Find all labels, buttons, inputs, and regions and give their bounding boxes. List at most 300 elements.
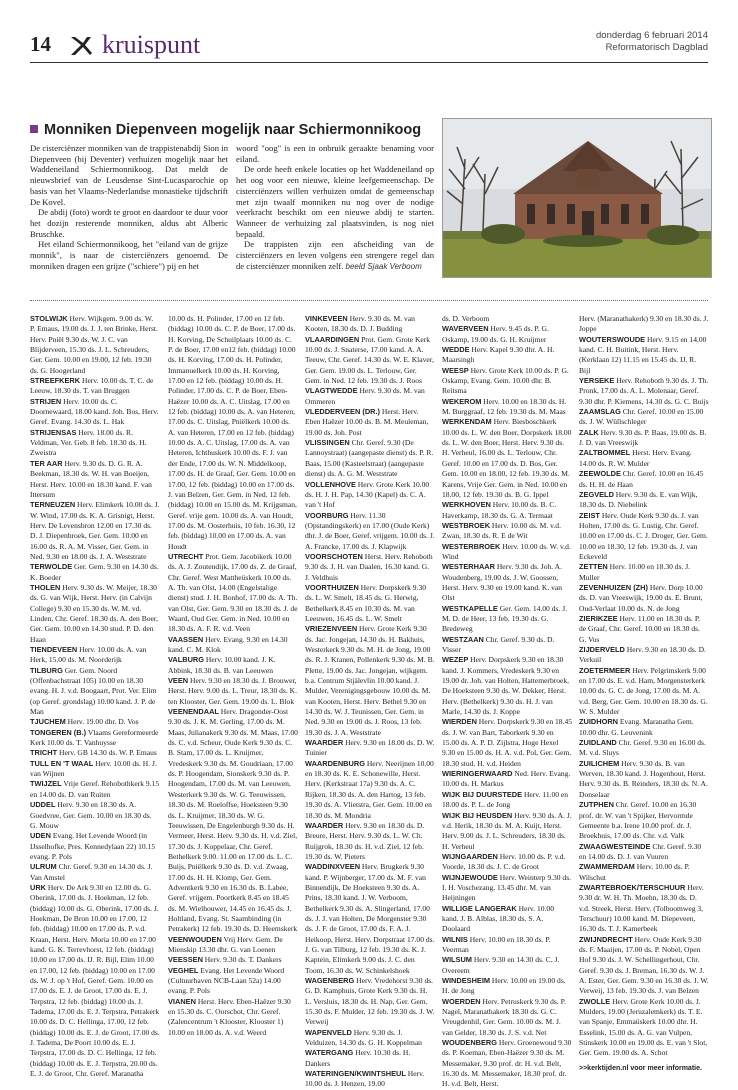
place-name: WAARDER [305, 820, 344, 830]
cross-logo-icon [68, 32, 94, 58]
place-name: WEDDE [442, 345, 470, 355]
church-entry [30, 717, 160, 727]
church-entry [442, 769, 572, 790]
abbey-photo [442, 118, 712, 278]
service-times: Herv. Grote Kerk 9.30 ds. Jac. Jongejan, 14.30 ds. H. Bakhuis, Westerkerk 9.30 ds. M. H. de Jong, 19.00 ds. R. J. Kranen, Pollenkerk 9.30 ds. M. B. Plette, 19.00 ds. Jac. Jongejan, wijkgem. b.a. Centrum Stjälevlin 10.00 kand. J. Mulder, Verenigingsgebouw 10.00 ds. M. van Kooten, Herst. Herv. Bethel 9.30 en 14.30 ds. W. J. Teunissen, Ger. Gem. in Ned. 9.30 en 19.00 ds. J. Roos, 13 feb. 19.30 ds. J. A. Weststrate [305, 624, 435, 737]
service-times: Herv. 10.00 ds. J. Henzen, 19.00 [305, 1069, 425, 1089]
service-times: Prot. Gem. Jacobikerk 10.00 ds. A. J. Zoutendijk, 17.00 ds. Z. de Graaf, Chr. Geref. West Mattheüskerk 10.00 ds. A. Th. van Olst, 14.00 (Engelstalige dienst) stud. J. H. Bonhof, 17.00 ds. A. Th. van Olst, Ger. Gem. 9.30 en 18.30 ds. J. de Waard, Oud Ger. Gem. in Ned. 10.00 en 18.30 ds. A. F. R. v.d. Veen [168, 551, 298, 634]
service-times: Herv. 9.30 en 14.30 ds. C. J. Overeem [442, 955, 560, 975]
service-times: Herst. Herv. Evang. 14.00 ds. R. W. Mulder [579, 448, 692, 468]
service-times: Herv. 10.00 ds. H. J. van Wijnen [30, 758, 157, 779]
service-times: Herv. 9.30 ds. D. G. R. A. Beekman, 18.30 ds. W. H. van Boeijen, Herst. Herv. 10.00 en 18.30 kand. F. van Ittersum [30, 458, 152, 499]
service-times: Chr. Geref. 9.30 ds. D. Visser [442, 634, 555, 654]
issue-date: donderdag 6 februari 2014 [596, 30, 708, 41]
place-name: URK [30, 882, 47, 892]
service-times: Ger. Gem. 9.30 en 14.30 ds. K. Boeder [30, 562, 159, 582]
place-name: WESTERBROEK [442, 541, 501, 551]
church-entry [168, 655, 298, 676]
place-name: VEGHEL [168, 965, 199, 975]
place-name: UTRECHT [168, 551, 204, 561]
church-entry [579, 407, 709, 428]
service-times: Herv. 10.00 ds. C. Doornewaard, 18.00 kand. Joh. Bos, Herv. Geref. Evang. 14.30 ds. L. Hak [30, 396, 159, 427]
place-name: WOERDEN [442, 996, 481, 1006]
church-entry [442, 521, 572, 542]
place-name: TWIJZEL [30, 779, 62, 789]
church-entry [579, 759, 709, 800]
church-entry [442, 562, 572, 603]
section-title: kruispunt [102, 30, 201, 59]
service-times: Herv. Groenewoud 9.30 ds. P. Koeman, Eben-Haëzer 9.30 ds. M. Messemaker, 9.30 prof. dr. H. v.d. Belt, 16.30 ds. M. Messemaker, 18.30 prof. dr. H. v.d. Belt, Herst. [442, 1038, 572, 1089]
service-times: Herv. Vredehorst 9.30 ds. G. D. Kamphuis, Grote Kerk 9.30 ds. H. L. Versluis, 18.30 ds. H. Nap, Ger. Gem. 15.30 ds. F. Mulder, 12 feb. 19.30 ds. J. W. Verweij [305, 976, 435, 1027]
church-entry [579, 335, 709, 376]
church-entry [442, 397, 572, 418]
service-times: Herv. 10.00 ds. B. C. Haverkamp, 18.30 ds. G. A. Termaat [442, 500, 557, 520]
place-name: WATERGANG [305, 1048, 354, 1058]
place-name: VAASSEN [168, 634, 204, 644]
church-entry [305, 386, 435, 407]
service-times: Herv. 10.00 en 18.30 ds. J. Muller [579, 562, 691, 582]
place-name: WOUTERSWOUDE [579, 334, 646, 344]
place-name: ZWAAGWESTEINDE [579, 841, 651, 851]
service-times: Herv. 10.00 ds. A. van Herk, 15.00 ds. M. Noorderijk [30, 645, 147, 665]
place-name: WESTBROEK [442, 520, 491, 530]
place-name: STOLWIJK [30, 314, 68, 323]
service-times: Evang. Het Levende Woord (Cultuurhaven NCB-Laan 52a) 14.00 evang. P. Pols [168, 965, 285, 996]
service-times: Herv. Kapel 9.30 dhr. A. H. Maarsingh [442, 345, 555, 365]
church-entry [579, 738, 709, 759]
place-name: VEESSEN [168, 955, 203, 965]
place-name: TJUCHEM [30, 717, 66, 727]
church-entry [305, 511, 435, 552]
church-entry [579, 883, 709, 935]
service-times: Chr. Geref. 9.30 (De Lannoystraat) (aangepaste dienst) ds. P. R. Baas, 15.00 (Kasteelstraat) (aangepaste dienst) ds. A. G. M. Weststrate [305, 438, 434, 479]
place-name: VEENWOUDEN [168, 934, 222, 944]
place-name: STRIJEN [30, 396, 62, 406]
service-times: Herv. 9.30 ds. B. van Werven, 18.30 kand. J. Hogenhout, Herst. Herv. 9.30 ds. B. Reinders, 18.30 ds. N. A. Donselaar [579, 758, 708, 799]
place-name: ZIERIKZEE [579, 613, 618, 623]
place-name: ZWIJNDRECHT [579, 934, 633, 944]
church-entry [579, 666, 709, 718]
service-times: Herv. 10.00 kand. J. B. Alblas, 18.30 ds. S. A. Doolaard [442, 903, 554, 934]
newspaper-name: Reformatorisch Dagblad [605, 42, 708, 53]
article-paragraph: De cisterciënzer monniken van de trappistenabdij Sion in Diepenveen (bij Deventer) verhuizen mogelijk naar het Waddeneiland Schiermonnikoog. Dat meldt de nieuwsbrief van de Leusdense Sint-Lucasparochie op basis van het Vlaams-Nederlandse monastieke tijdschrift De Kovel. [30, 143, 228, 207]
church-entry [168, 955, 298, 965]
service-times: Herv. 9.30 ds. E. van Wijk, 18.30 ds. D. Niebelink [579, 489, 698, 510]
church-entry [442, 314, 572, 324]
church-entry [579, 448, 709, 469]
church-entry [579, 469, 709, 490]
church-entry [168, 707, 298, 935]
service-times: Herv. Oude Kerk 9.30 ds. F. Maaijen, 17.00 ds. P. Nobel, Open Hof 9.30 ds. J. W. Schellingerhout, Chr. Geref. 9.30 ds. J. Breman, 16.30 ds. W. J. A. Ester, Ger. Gem. 9.30 en 16.30 ds. J. W. Verweij, 13 feb. 19.30 ds. J. van Belzen [579, 934, 709, 996]
place-name: ZIJDERVELD [579, 645, 625, 654]
article-paragraph: De orde heeft enkele locaties op het Waddeneiland op het oog voor een nieuwe, kleine leefgemeenschap. De cisterciënzers willen verhuizen omdat de gemeenschap met zijn twaalf monniken nu nog over de nodige veerkracht beschikt om een nieuwe abdij te starten. Wanneer de verhuizing zal plaatsvinden, is nog niet bepaald. [236, 164, 434, 239]
place-name: ZAAMSLAG [579, 407, 621, 417]
service-times: Herv. Dorp 10.00 ds. D. van Vreeswijk, 19.00 ds. E. Brunt, Oud-Verlaat 10.00 ds. N. de Jong [579, 582, 703, 613]
service-times: Herv. Wijkgem. 9.00 ds. W. P. Emaus, 19.00 ds. J. J. ten Brinke, Herst. Herv. Pniël 9.30 ds. W. J. C. van Blijderveen, 15.30 ds. J. L. Schreuders, Ger. Gem. 10.00 en 19.00, 12 feb. 19.30 ds. G. Hoogerland [30, 314, 158, 375]
church-entry [579, 800, 709, 841]
service-times: Herv. 11.30 (Opstandingskerk) en 17.00 (Oude Kerk) dhr. J. de Boer, Geref. vrijgem. 10.00 ds. J. A. Francke, 17.00 ds. J. Klapwijk [305, 510, 435, 551]
church-entry [579, 997, 709, 1059]
church-entry [442, 852, 572, 873]
place-name: WILSUM [442, 955, 472, 965]
church-times-column-3 [305, 314, 435, 1090]
service-times: Herv. Weinterp 9.30 ds. I. H. Voschezang, 13.45 dhr. M. van Heijningen [442, 872, 572, 903]
service-times: Herv. 9.30 ds. T. Dankers [202, 955, 282, 965]
service-times: Herv. Grote Kerk 10.00 ds. P. G. Oskamp, Evang. Gem. 10.00 dhr. B. Reitsma [442, 365, 569, 396]
church-entry [168, 314, 298, 552]
church-entry [442, 955, 572, 976]
service-times: Herv. 11.00 en 18.00 ds. P. L. de Jong [442, 789, 569, 810]
place-name: UDDEL [30, 800, 56, 810]
church-entry [305, 438, 435, 479]
church-entry [30, 728, 160, 749]
service-times: Evang. Maranatha Gem. 10.00 dhr. G. Leuvenink [579, 717, 694, 737]
church-entry [442, 366, 572, 397]
church-times-column-2 [168, 314, 298, 1038]
service-times: Chr. Geref. 10.00 en 16.30 prof. dr. W. van 't Spijker, Hervormde Gemeente b.a. Irene 10.00 prof. dr. J. Broekhuis, 17.00 ds. Chr. v.d. Valk [579, 800, 697, 841]
church-entry [305, 624, 435, 738]
church-entry [305, 976, 435, 1028]
place-name: VLEDDERVEEN (DR.) [305, 407, 381, 417]
place-name: ZUIDHORN [579, 717, 619, 727]
service-times: Herst. Herv. Eben Haëzer 10.00 ds. B. M. Meuleman, 19.00 ds. Joh. Post [305, 407, 429, 437]
church-entry [442, 790, 572, 811]
church-entry [442, 811, 572, 852]
place-name: ULRUM [30, 862, 57, 872]
service-times: Ned. Herv. Evang. 10.00 ds. H. Markus [442, 769, 571, 789]
article-paragraph-text: De trappisten zijn een afscheiding van de cisterciënzers en leven volgens een strengere regel dan de cisterciënzer monniken zelf. [236, 239, 434, 271]
place-name: THOLEN [30, 582, 61, 592]
service-times: Herv. Rehoboth 9.30 ds. J. Th. Pronk, 17.00 ds. A. L. Molenaar, Geref. 9.30 dhr. P. Kiemens, 14.30 ds. G. C. Buijs [579, 376, 709, 406]
church-entry [30, 645, 160, 666]
church-entry [579, 428, 709, 449]
service-times: Herv. (Maranathakerk) 9.30 en 18.30 ds. J. Joppe [579, 314, 709, 334]
service-times: Herv. 11.00 en 18.30 ds. P. de Graaf, Chr. Geref. 10.00 en 18.30 ds. G. Vos [579, 613, 701, 644]
church-entry [442, 1038, 572, 1090]
place-name: ZOETERMEER [579, 665, 631, 675]
service-times: ds. D. Verboom [442, 314, 490, 323]
church-entry [305, 314, 435, 335]
church-entry [442, 345, 572, 366]
place-name: VOORTHUIZEN [305, 582, 359, 592]
service-times: Vlaams Gereformeerde Kerk 10.00 ds. T. Vanhuysse [30, 727, 159, 748]
place-name: ZEIST [579, 510, 600, 520]
place-name: ZEVENHUIZEN (ZH) [579, 582, 648, 592]
place-name: WATERINGEN/KWINTSHEUL [305, 1069, 406, 1079]
service-times: Herv. 9.30 ds. A. J. v.d. Herik, 18.30 ds. M. A. Kuijt, Herst. Herv. 9.00 ds. J. L. Schreuders, 18.30 ds. H. Verheul [442, 810, 572, 851]
church-entry [30, 583, 160, 645]
place-name: VALBURG [168, 655, 204, 665]
place-name: TULL EN 'T WAAL [30, 758, 94, 768]
place-name: WAARDER [305, 738, 344, 748]
church-entry [442, 655, 572, 717]
church-entry [579, 862, 709, 883]
article-paragraph [236, 239, 434, 271]
place-name: STREEFKERK [30, 376, 81, 386]
service-times: Chr. Geref. 9.30 en 14.30 ds. J. Van Amstel [30, 862, 153, 882]
service-times: Herv. 9.30 en 18.30 ds. D. Breure, Herst. Herv. 9.30 ds. L. W. Ch. Ruijgrok, 18.30 ds. H. v.d. Ziel, 12 feb. 19.30 ds. W. Pieters [305, 820, 425, 861]
service-times: Herv. 9.30 ds. Joh. A. Woudenberg, 19.00 ds. J. W. Goossen, Herst. Herv. 9.30 en 19.00 kand. K. van Olst [442, 562, 563, 603]
place-name: WEESP [442, 365, 469, 375]
place-name: WEZEP [442, 655, 469, 665]
page-header [30, 30, 708, 64]
photo-credit: beeld Sjaak Verboom [345, 261, 422, 271]
service-times: Ger. Gem. Noord (Offenbachstraat 105) 10.00 en 18.30 evang. H. J. v.d. Boogaart, Prot. Ver. Elim (op Geref. grondslag) 10.00 kand. J. P. de Man [30, 665, 157, 717]
church-entry [30, 314, 160, 376]
church-entry [168, 935, 298, 956]
church-entry [579, 935, 709, 997]
article-headline [30, 122, 430, 138]
place-name: WIJNJEWOUDE [442, 872, 498, 882]
church-entry [579, 614, 709, 645]
service-times: Herv. 10.30 ds. H. Dankers [305, 1048, 411, 1068]
church-entry [30, 883, 160, 1080]
place-name: ZUTPHEN [579, 800, 614, 810]
service-times: Herv. Grote Kerk 10.00 ds. J. Mulders, 19.00 (Jeruzalemkerk) ds. T. E. van Spanje, Emmaüskerk 10.00 dhr. H. Esselink, 15.00 ds. A. G. van Vulpen, Stinskerk 10.00 en 19.00 ds. E. van 't Slot, Ger. Gem. 19.00 ds. A. Schot [579, 996, 708, 1058]
service-times: Herv. Grote Kerk 10.00 ds. H. J. H. Pap, 14.30 (Kapel) ds. C. A. van 't Hof [305, 479, 430, 510]
place-name: UDEN [30, 831, 51, 841]
service-times: Herv. Elimkerk 10.00 ds. J. W. Wind, 17.00 ds. K. A. Grisnigt, Herst. Herv. De Levensbron 12.00 en 17.30 ds. D. J. Diepenbroek, Ger. Gem. 10.00 en 16.00 ds. R. A. M. Visser, Ger. Gem. in Ned. 9.30 en 18.00 ds. J. A. Weststrate [30, 500, 160, 561]
church-entry [579, 717, 709, 738]
place-name: VLAARDINGEN [305, 334, 360, 344]
place-name: WOUDENBERG [442, 1038, 498, 1048]
church-entry [442, 542, 572, 563]
church-times-column-4 [442, 314, 572, 1090]
place-name: TERNEUZEN [30, 500, 76, 510]
place-name: VEENENDAAL [168, 707, 219, 717]
church-entry [30, 748, 160, 758]
place-name: YERSEKE [579, 376, 615, 386]
header-rule [30, 62, 708, 63]
church-entry [442, 500, 572, 521]
service-times: Herv. 18.00 ds. R. Veldman, Ver. Geb. 8 feb. 18.30 ds. H. Zweistra [30, 427, 147, 458]
service-times: Herv. 9.30 ds. M. van Ommeren [305, 386, 425, 406]
place-name: ZEEWOLDE [579, 469, 621, 479]
church-entry [30, 800, 160, 831]
dateline [596, 30, 708, 54]
service-times: Herv. 9.45 ds. P. G. Oskamp, 19.00 ds. G. H. Kruijmer [442, 324, 549, 344]
church-entry [30, 428, 160, 459]
service-times: Chr. Geref. 10.00 en 16.45 ds. H. H. de Haan [579, 469, 704, 489]
place-name: TERWOLDE [30, 562, 73, 572]
service-times: Herv. 9.30 en 18.00 ds. D. W. Tuinier [305, 738, 435, 758]
service-times: Herv. 10.00 ds. T. C. de Leeuw, 18.30 ds. T. van Bruggen [30, 376, 154, 396]
service-times: Herv. 9.30 en 18.30 ds. A. Goedvree, Ger. Gem. 10.00 en 18.30 ds. G. Mouw [30, 800, 152, 830]
church-entry [30, 759, 160, 780]
service-times: Evang. Het Levende Woord (in IJsselhofke, Pres. Kennedylaan 22) 10.15 evang. P. Pols [30, 831, 156, 861]
church-entry [305, 335, 435, 387]
church-entry [579, 562, 709, 583]
church-entry [305, 1069, 435, 1090]
service-times: Herv. 9.30 ds. P. Baas, 19.00 ds. B. J. D. van Vreeswijk [579, 427, 707, 448]
service-times: Herv. Dorpskerk 9.30 en 18.45 ds. J. W. van Bart, Taborkerk 9.30 en 15.00 ds. A. P. D. Zijlstra, Hoge Hexel 9.30 en 15.00 ds. H. A. v.d. Pol, Ger. Gem. 18.30 stud. H. v.d. Heiden [442, 717, 572, 768]
page-number: 14 [30, 32, 51, 56]
place-name: WINDESHEIM [442, 976, 491, 985]
service-times: Herv. Brugkerk 9.30 kand. P. Wijnberger, 17.00 ds. M. F. van Binnendijk, De Hoeksteen 9.30 ds. A. Prins, 18.30 kand. J. W. Verboom, Bethelkerk 9.30 ds. A. Slingerland, 17.00 ds. J. J. van Holten, De Morgenster 9.30 ds. J. F. de Groot, 17.00 ds. F. A. J. Heikoop, Herst. Herv. Dorpstraat 17.00 ds. J. G. van Tilburg, 12 feb. 19.30 ds. K. J. Kaptein, Elimkerk 9.00 ds. J. C. den Toom, 16.30 ds. W. Schinkelshoek [305, 862, 435, 975]
service-times: Herv. Oude Kerk 9.30 ds. J. van Holten, 17.00 ds. G. Lustig, Chr. Geref. 10.00 en 17.00 ds. C. J. Droger, Ger. Gem. 10.00 en 18.30, 12 feb. 19.30 ds. J. van Eckeveld [579, 510, 708, 561]
church-entry [305, 552, 435, 583]
service-times: Herv. 9.30 dr. W. H. Th. Moehn, 18.30 ds. D. v.d. Streek, Herst. Herv. (Tolboomweg 3, Terschuur) 10.00 kand. M. Diepeveen, 16.30 ds. T. J. Kamerbeek [579, 882, 704, 934]
place-name: TIENDEVEEN [30, 645, 78, 654]
church-entry [442, 324, 572, 345]
service-times: Herv. Dorpskerk 9.30 ds. L. W. Smelt, 18.45 ds. G. Herwig, Bethelkerk 8.45 en 10.30 ds. M. van Leeuwen, 16.45 ds. L. W. Smelt [305, 582, 427, 623]
service-times: Vrije Geref. Rehobothkerk 9.15 en 14.00 ds. D. van Ruiten [30, 779, 160, 799]
service-times: Herv. Neerijnen 10.00 en 18.30 ds. K. E. Schonewille, Herst. Herv. (Kerkstraat 17a) 9.30 ds. A. C. Rijken, 18.30 ds. A. den Hartog, 13 feb. 19.30 ds. A. Vlietstra, Ger. Gem. 10.00 en 18.30 ds. M. Mondria [305, 758, 434, 820]
church-entry [579, 842, 709, 863]
church-entry [168, 676, 298, 707]
place-name: VOLLENHOVE [305, 479, 356, 489]
church-entry [579, 583, 709, 614]
service-times: Herv. 10.00 ds. M. v.d. Zwan, 18.30 ds. R. E de Wit [442, 520, 561, 541]
service-times: Herv. 10.00 ds. W. v.d. Wind [442, 541, 571, 561]
church-entry [168, 552, 298, 635]
article-column-1 [30, 143, 228, 271]
church-entry [442, 604, 572, 635]
church-entry [305, 407, 435, 438]
church-entry [442, 935, 572, 956]
place-name: WAVERVEEN [442, 324, 489, 334]
place-name: VOORSCHOTEN [305, 551, 363, 561]
place-name: WIJNGAARDEN [442, 851, 498, 861]
church-entry [579, 511, 709, 563]
place-name: ZUIDLAND [579, 738, 617, 748]
service-times: Prot. Gem. Grote Kerk 10.00 ds. J. Snaterse, 17.00 kand. A. A. Teeuw, Chr. Geref. 14.30 ds. W. E. Klaver, Ger. Gem. 19.00 ds. L. Terlouw, Ger. Gem. in Ned. 12 feb. 19.30 ds. J. Roos [305, 334, 434, 386]
place-name: ZWAMMERDAM [579, 862, 635, 872]
place-name: VLISSINGEN [305, 438, 350, 448]
place-name: WILLIGE LANGERAK [442, 903, 517, 913]
church-entry [579, 645, 709, 666]
service-times: Herv. 10.00 en 19.00 ds. H. de Jong [442, 976, 566, 996]
service-times: Chr. Geref. 10.00 en 15.00 ds. J. W. Wüllschleger [579, 407, 704, 427]
section-divider [30, 300, 708, 301]
service-times: Herv. 19.00 dhr. D. Vos [65, 717, 139, 727]
article-paragraph: woord "oog" is een in onbruik geraakte benaming voor eiland. [236, 143, 434, 164]
church-entry [442, 976, 572, 997]
church-entry [305, 583, 435, 624]
place-name: TRICHT [30, 748, 58, 758]
place-name: WERKENDAM [442, 417, 492, 427]
service-times: Herv. 9.30 en 18.30 ds. J. Brouwer, Herst. Herv. 9.00 ds. L. Treur, 18.30 ds. K. ten Klooster, Ger. Gem. 19.00 ds. L. Blok [168, 676, 297, 706]
bullet-square-icon [30, 125, 38, 133]
service-times: Ger. Gem. 14.00 ds. J. M. D. de Heer, 13 feb. 19.30 ds. G. Bredeweg [442, 603, 568, 634]
place-name: WIJK BIJ DUURSTEDE [442, 789, 523, 799]
church-entry [305, 821, 435, 862]
place-name: WADDINXVEEN [305, 862, 361, 872]
service-times: Herv. 9.15 en 14.00 kand. C. H. Buitink, Herst. Herv. (Kerklaan 12) 11.15 en 15.45 ds. IJ. R. Bijl [579, 334, 707, 375]
church-entry [30, 500, 160, 562]
place-name: WESTKAPELLE [442, 603, 498, 613]
church-entry [305, 862, 435, 976]
church-entry [30, 397, 160, 428]
place-name: VRIEZENVEEN [305, 624, 358, 634]
service-times: Herst. Herv. Eben-Haëzer 9.30 en 15.30 ds. C. Oorschot, Chr. Geref. (Zalencentrum 't Klooster, Klooster 1) 10.00 en 18.00 ds. A. v.d. Weerd [168, 996, 291, 1037]
place-name: VEEN [168, 676, 189, 686]
service-times: Vrij Herv. Gem. De Mienskip 13.30 dhr. G. van Loenen [168, 934, 283, 954]
church-entry [305, 1048, 435, 1069]
place-name: TONGEREN (B.) [30, 727, 87, 737]
service-times: Chr. Geref. 9.30 en 16.00 ds. M. v.d. Sluys [579, 738, 706, 758]
service-times: Herv. 9.30 ds. J. Velduizen, 14.30 ds. G. H. Koppelman [305, 1027, 422, 1048]
service-times: 10.00 ds. H. Polinder, 17.00 en 12 feb. (biddag) 10.00 ds. C. P. de Boer, 17.00 ds. H. Korving, De Schuilplaats 10.00 ds. C. P. de Boer, 17.00 en12 feb. (biddag) 10.00 ds. H. Korving, 17.00 ds. H. Polinder, Immanuelkerk 10.00 ds. H. Korving, 17.00 en 12 feb. (biddag) 10.00 ds. H. Polinder, 17.00 ds. C. P. de Boer, Eben-Haëzer 10.00 ds. A. C. Uitslag, 17.00 en 12 feb. (biddag) 10.00 ds. A. van Heteren, 17.00 ds. C. Uitslag, Pniëlkerk 10.00 ds. A. van Heteren, 17.00 en 12 feb. (biddag) 10.00 ds. A. C. Uitslag, 17.00 ds. A. van Heteren, Ichthuskerk 10.00 ds. F. J. van der Ende, 17.00 ds. W. N. Middelkoop, 17.00 ds. H. de Graaf, Ger. Gem. 10.00 en 17.00, 12 feb. (biddag) 10.00 en 17.00 ds. J. van Belzen, Ger. Gem. in Ned. 12 feb. (biddag) 10.00 en 15.00 ds. M. Krijgsman, Geref. vrije gem. 10.00 ds. A. van Houdt, 17.00 ds. M. Oosterhuis, 10 feb. 16.30, 12 feb. (biddag) 10.00 en 17.00 ds. A. van Houdt [168, 314, 297, 551]
service-times: Herv. 10.00 kand. J. K. Abbink, 18.30 ds. B. van Leeuwen [168, 655, 276, 675]
place-name: WIERINGERWAARD [442, 769, 513, 779]
place-name: WIJK BIJ HEUSDEN [442, 810, 513, 820]
church-entry [30, 562, 160, 583]
article-column-2 [236, 143, 434, 271]
church-times-column-1 [30, 314, 160, 1079]
service-times: Herv. Dragonder-Oost 9.30 ds. J. K. M. Gerling, 17.00 ds. M. Maas, Julianakerk 9.30 ds. M. Maas, 17.00 ds. C. v.d. Scheur, Oude Kerk 9.30 ds. C. B. Stam, 17.00 ds. L. Kruijmer, Vredeskerk 9.30 ds. M. Goudriaan, 17.00 ds. P. Hoogendam, Sionskerk 9.30 ds. P. Hoogendam, 17.00 ds. M. van Leeuwen, Westerkerk 9.30 ds. W. G. Teeuwissen, 18.30 ds. M. Roeloffse, Hoeksteen 9.30 ds. L. Kruijmer, 18.30 ds. W. G. Teeuwissen, De Engelenburgh 9.30 ds. H. Vermeer, Herst. Herv. 9.30 ds. H. v.d. Ziel, 17.30 ds. J. Koppelaar, Chr. Geref. Bethelkerk 9.00. 11.00 en 17.00 ds. L. C. Buijs, Pniëlkerk 9.30 ds. D. v.d. Zwaag, 17.00 ds. H. H. Klomp, Ger. Gem. Adventkerk 9.30 en 16.30 ds. B. Labee, Geref. vrijgem. Poortkerk 8.45 en 18.45 ds. M. Wielhouwer, 14.45 en 16.45 ds. J. Holtland, Evang. St. Saambinding (in Petrakerk) 12 feb. 19.30 ds. D. Heemskerk [168, 707, 298, 934]
service-times: Chr. Geref. 9.30 en 14.00 ds. D. J. van Vuuren [579, 841, 702, 861]
headline-text: Monniken Diepenveen mogelijk naar Schiermonnikoog [44, 122, 422, 138]
service-times: Herv. Petruskerk 9.30 ds. P. Nagel, Maranathakerk 18.30 ds. G. C. Vreugdenhil, Ger. Gem. 10.00 ds. M. J. van Gelder, 18.30 ds. J. S. v.d. Net [442, 996, 566, 1037]
place-name: WIERDEN [442, 717, 477, 727]
service-times: Herv. 10.00 ds. P. v.d. Voorde, 18.30 ds. J. C. de Groot [442, 851, 566, 872]
place-name: WESTERHAAR [442, 562, 495, 572]
service-times: Herv. 10.00 ds. P. Wilschut [579, 862, 690, 882]
service-times: Herv. 10.00 en 18.30 ds. H. M. Burggraaf, 12 feb. 19.30 ds. M. Maas [442, 396, 567, 417]
church-entry [579, 376, 709, 407]
church-entry [305, 759, 435, 821]
church-entry [305, 1028, 435, 1049]
service-times: Herv. 10.00 en 18.30 ds. P. Veerman [442, 934, 551, 954]
article-paragraph: Het eiland Schiermonnikoog, het "eiland van de grijze monnik", is naar de cisterciënzers genoemd. De monniken dragen een grijze ("schiere") pij en het [30, 239, 228, 271]
service-times: Herv. 9.30 ds. M. van Kooten, 18.30 ds. D. J. Budding [305, 314, 415, 334]
place-name: ZALTBOMMEL [579, 448, 631, 458]
article-paragraph: De abdij (foto) wordt te groot en daardoor te duur voor het dozijn resterende monniken, aldus abt Alberic Bruschke. [30, 207, 228, 239]
church-entry [168, 635, 298, 656]
service-times: Herst. Herv. Rehoboth 9.30 ds. J. H. van Daalen, 16.30 kand. G. J. Veldhuis [305, 551, 433, 582]
place-name: WERKHOVEN [442, 500, 491, 510]
church-entry [442, 635, 572, 656]
place-name: STRIJENSAS [30, 427, 77, 437]
place-name: ZEGVELD [579, 489, 614, 499]
more-info-footer: >>kerktijden.nl voor meer informatie. [579, 1064, 702, 1072]
place-name: ZETTEN [579, 562, 608, 572]
church-entry [442, 997, 572, 1038]
church-entry [442, 873, 572, 904]
church-entry [30, 831, 160, 862]
abbey-illustration [443, 119, 711, 277]
place-name: ZUILICHEM [579, 758, 620, 768]
service-times: Herv. De Ark 9.30 en 12.00 ds. G. Oberink, 17.00 ds. J. Hoekman, 12 feb. (biddag) 10.00 ds. G. Oberink, 17.00 ds. J. Hoekman, De Bron 10.00 en 17.00, 12 feb. (biddag) 10.00 en 17.00 ds. P. v.d. Kraan, Herst. Herv. Moria 10.00 en 17.00 kand. G. K. Terrevhorst, 12 feb. (biddag) 10.00 en 17.00 ds. IJ. R. Bijl, Elim 10.00 en 17.00, 12 feb. (biddag) 10.00 en 17.00 ds. W. J. op 't Hof, Geref. Gem. 10.00 en 17.00 ds. E. J. de Groot, 17.00 ds. E. J. Terpstra, 12 feb. (biddag) 10.00 ds. J. Tadema, 17.00 ds. E. J. Terpstra, Petrakerk 10.00 ds. D. C. Hellinga, 17.00, 12 feb. (biddag) 10.00 ds. E. J. de Groot, 17.00 ds. J. Tadema, De Poort 10.00 ds. E. J. Terpstra, 17.00 ds. D. C. Hellinga, 12 feb. (biddag) 10.00 ds. E. J. Terpstra, 20.00 ds. E. J. de Groot, Chr. Geref. Maranatha [30, 882, 160, 1079]
church-entry [30, 666, 160, 718]
service-times: Herv. Evang. 9.30 en 14.30 kand. C. M. Klok [168, 634, 288, 654]
church-entry [579, 490, 709, 511]
service-times: Herv. Dorpskerk 9.30 en 18.30 kand. J. Kommers, Vredeskerk 9.30 en 19.00 dr. Joh. van Holten, Hattemerbroek, De Hoeksteen 9.30 ds. W. Dekker, Herst. Herv. (Bethelkerk) 9.30 ds. H. J. van Marle, 14.30 ds. J. Koppe [442, 655, 570, 717]
church-entry [305, 738, 435, 759]
place-name: VINKEVEEN [305, 314, 348, 323]
church-entry [305, 480, 435, 511]
place-name: ZALK [579, 427, 599, 437]
church-entry [168, 966, 298, 997]
service-times: Herv. 9.30 en 18.30 ds. D. Verkuil [579, 645, 706, 665]
church-entry [579, 314, 709, 335]
place-name: ZWOLLE [579, 996, 611, 1006]
service-times: Herv. 9.30 ds. W. Meijer, 18.30 ds. G. van Wijk, Herst. Herv. (in Calvijn College) 9.30 en 15.30 ds. W. M. vd. Linden, Chr. Geref. 18.30 ds. A. den Boer, Ger. Gem. 10.00 en 14.30 stud. P. D. den Haan [30, 582, 158, 644]
church-entry [168, 997, 298, 1038]
church-times-column-5 [579, 314, 709, 1072]
church-entry [30, 459, 160, 500]
place-name: VIANEN [168, 996, 196, 1006]
place-name: VLAGTWEDDE [305, 386, 358, 396]
church-entry [30, 779, 160, 800]
place-name: TILBURG [30, 665, 63, 675]
church-entry [30, 376, 160, 397]
place-name: TER AAR [30, 458, 63, 468]
place-name: ZWARTEBROEK/TERSCHUUR [579, 882, 686, 892]
service-times: Herv. Pelgrimskerk 9.00 en 17.00 ds. E. v.d. Ham, Morgensterkerk 10.00 ds. G. C. de Jong, 17.00 ds. M. A. v.d. Berg, Ger. Gem. 10.00 en 18.30 ds. G. W. S. Mulder [579, 665, 708, 717]
place-name: VOORBURG [305, 510, 349, 520]
